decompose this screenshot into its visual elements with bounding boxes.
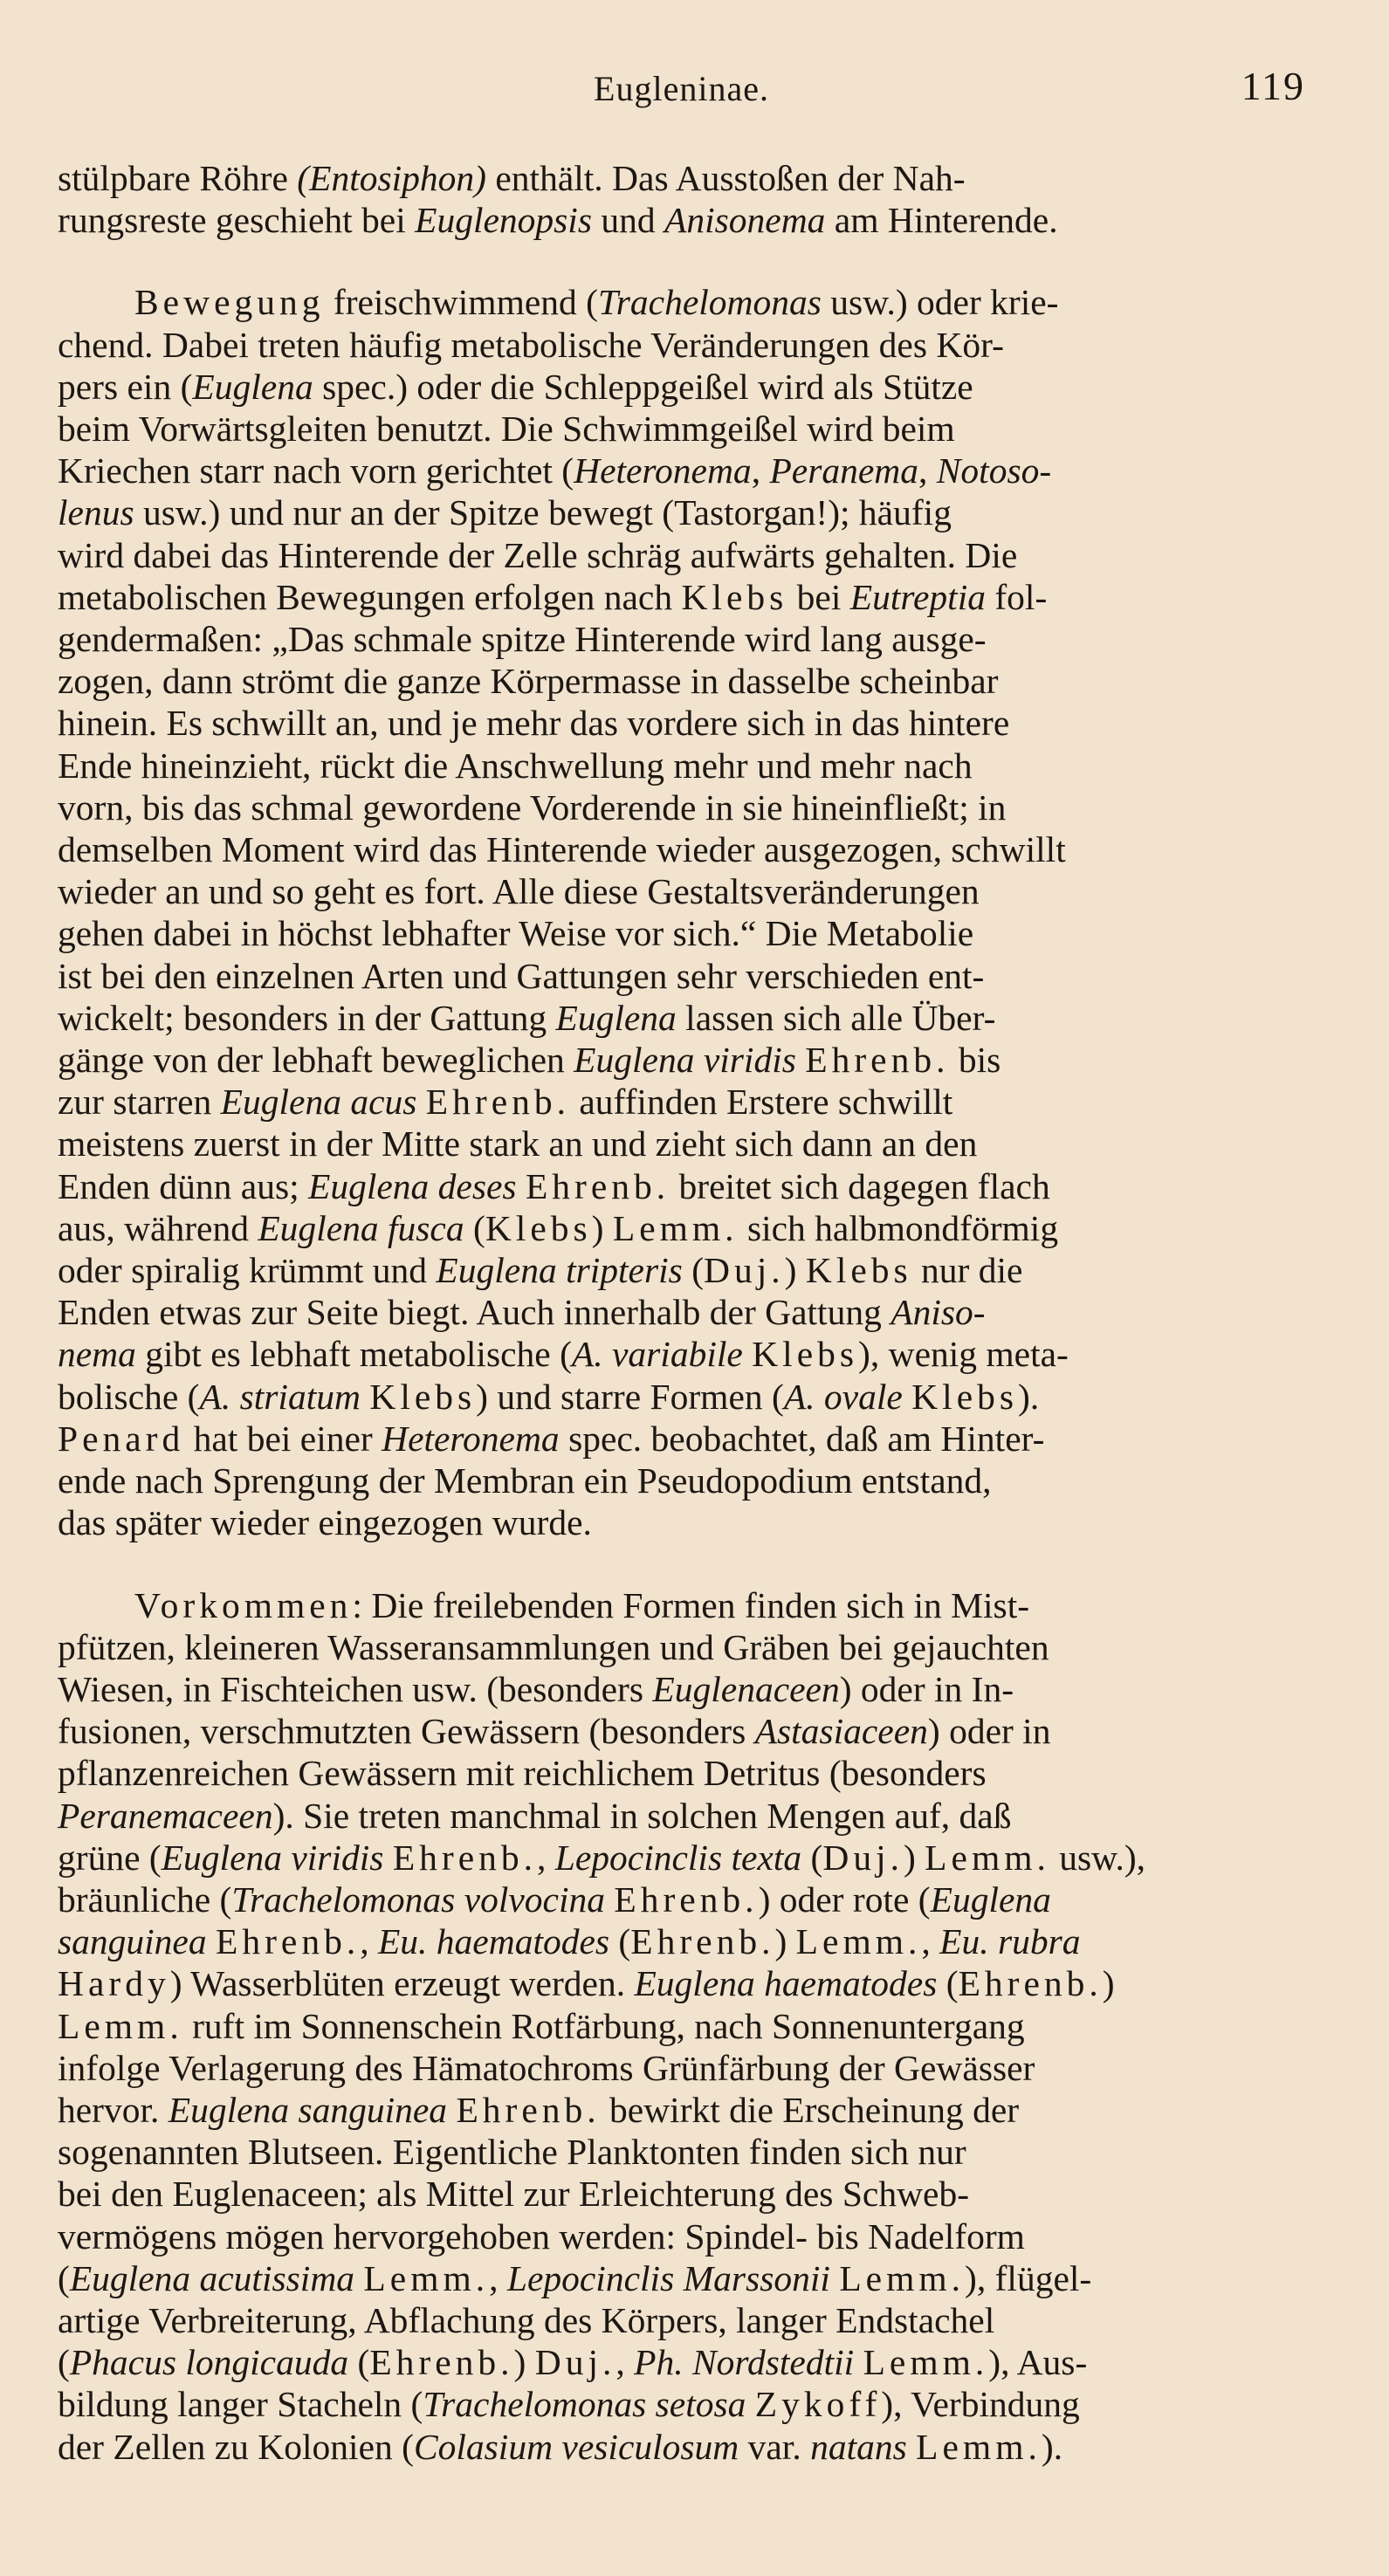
italic-term: Euglena [192, 366, 313, 407]
spaced-name: Klebs [369, 1376, 477, 1417]
spaced-name: Hardy [58, 1963, 170, 2004]
italic-term: Euglena haematodes [634, 1963, 938, 2004]
text-segment: : Die freilebenden Formen finden sich in Mist- [352, 1584, 1030, 1625]
text-line [58, 913, 973, 953]
text-segment: breitet sich dagegen flach [670, 1165, 1050, 1206]
text-line [58, 200, 1058, 240]
text-line [58, 1082, 952, 1122]
text-segment: ) [774, 1921, 796, 1962]
text-line [58, 1921, 1081, 1961]
text-segment: gibt es lebhaft metabolische ( [135, 1334, 572, 1375]
italic-term: Anisonema [664, 200, 826, 241]
text-segment: lassen sich alle Über- [676, 997, 996, 1038]
spaced-name: Klebs [752, 1334, 859, 1375]
text-segment: ende nach Sprengung der Membran ein Pseudopodium entstand, [58, 1460, 992, 1501]
italic-term: Euglena viridis [574, 1040, 796, 1081]
italic-term: Euglena [555, 997, 677, 1038]
text-segment: ( [348, 2342, 370, 2383]
text-segment [517, 1166, 526, 1206]
text-line [58, 1419, 1044, 1459]
text-segment: , [360, 1921, 378, 1962]
text-segment: hervor. [58, 2089, 168, 2130]
text-segment: ) [784, 1250, 806, 1291]
text-line [134, 1585, 1029, 1625]
italic-term: Trachelomonas [597, 282, 822, 323]
text-segment: gänge von der lebhaft beweglichen [58, 1040, 574, 1081]
text-segment: zur starren [58, 1082, 221, 1123]
spaced-name: Klebs [485, 1207, 592, 1248]
text-line [58, 2384, 1080, 2424]
text-segment: ) oder rote ( [758, 1879, 931, 1920]
spaced-name: Lemm. [839, 2257, 966, 2298]
text-segment: chend. Dabei treten häufig metabolische Veränderungen des Kör- [58, 324, 1004, 365]
text-segment: bolische ( [58, 1376, 200, 1417]
text-line [58, 1250, 1022, 1290]
text-segment: bräunliche ( [58, 1879, 232, 1920]
text-line [58, 1502, 592, 1542]
text-segment: Enden dünn aus; [58, 1165, 308, 1206]
italic-term: nema [58, 1334, 136, 1375]
italic-term: Euglena acutissima [69, 2257, 355, 2298]
text-segment: wieder an und so geht es fort. Alle diese Gestaltsveränderungen [58, 871, 980, 912]
text-segment: zogen, dann strömt die ganze Körpermasse in dasselbe scheinbar [58, 661, 999, 702]
italic-term: A. ovale [783, 1376, 903, 1417]
italic-term: Euglena viridis [161, 1837, 384, 1878]
text-segment: rungsreste geschieht bei [58, 200, 416, 241]
text-segment: ( [609, 1921, 631, 1962]
italic-term: Euglenopsis [415, 200, 592, 241]
spaced-name: Lemm. [58, 2005, 183, 2046]
text-segment: demselben Moment wird das Hinterende wieder ausgezogen, schwillt [58, 829, 1066, 870]
text-segment: auffinden Erstere schwillt [570, 1082, 953, 1123]
text-line [58, 1040, 1000, 1080]
italic-term: Ph. Nordstedtii [634, 2342, 855, 2383]
text-segment: ( [937, 1963, 959, 2004]
text-line [58, 1753, 987, 1793]
text-segment: oder spiralig krümmt und [58, 1250, 437, 1291]
text-segment: wird dabei das Hinterende der Zelle schräg aufwärts gehalten. Die [58, 534, 1018, 575]
text-line [58, 703, 1009, 743]
text-segment: spec. beobachtet, daß am Hinter- [559, 1418, 1045, 1459]
text-line [58, 2174, 969, 2214]
text-line [58, 1208, 1058, 1248]
paragraph [58, 157, 1306, 241]
text-line [58, 1669, 1014, 1709]
text-segment: aus, während [58, 1207, 258, 1248]
italic-term: Euglena sanguinea [168, 2089, 448, 2130]
italic-term: Eu. haematodes [377, 1921, 610, 1962]
text-segment: sogenannten Blutseen. Eigentliche Planktonten finden sich nur [58, 2132, 966, 2173]
text-line [58, 998, 995, 1038]
italic-term: lenus [58, 492, 134, 533]
italic-term: Heteronema [382, 1418, 560, 1459]
text-line [58, 1879, 1051, 1920]
text-segment: hinein. Es schwillt an, und je mehr das vordere sich in das hintere [58, 703, 1010, 744]
text-segment: ( [682, 1250, 705, 1291]
text-segment: artige Verbreiterung, Abflachung des Körpers, langer Endstachel [58, 2299, 995, 2340]
text-segment: usw.) und nur an der Spitze bewegt (Tastorgan!); häufig [134, 492, 952, 533]
text-segment: vermögens mögen hervorgehoben werden: Spindel- bis Nadelform [58, 2215, 1025, 2257]
italic-term: Trachelomonas setosa [423, 2384, 746, 2425]
text-segment: grüne ( [58, 1837, 162, 1878]
text-segment [416, 1082, 425, 1122]
text-segment: fusionen, verschmutzten Gewässern (besonders [58, 1711, 755, 1752]
text-segment: , [615, 2342, 635, 2383]
italic-term: Euglena deses [308, 1165, 517, 1206]
text-segment: Wiesen, in Fischteichen usw. (besonders [58, 1668, 653, 1709]
text-segment [354, 2258, 363, 2298]
text-line [58, 1292, 986, 1332]
text-segment: ) [591, 1207, 613, 1248]
text-line [58, 829, 1066, 869]
text-segment: ist bei den einzelnen Arten und Gattungen sehr verschieden ent- [58, 955, 985, 996]
text-segment: der Zellen zu Kolonien ( [58, 2426, 414, 2467]
text-segment [746, 2384, 754, 2424]
spaced-name: Lemm. [612, 1207, 739, 1248]
paragraph [58, 1584, 1306, 2468]
spaced-name: Lemm. [863, 2342, 989, 2383]
text-line [58, 2427, 1062, 2467]
italic-term: Notoso- [936, 450, 1052, 491]
italic-term: Lepocinclis Marssonii [506, 2257, 830, 2298]
spaced-name: Ehrenb. [215, 1921, 361, 1962]
text-line [58, 745, 973, 786]
text-line [58, 577, 1047, 617]
text-segment: ), Verbindung [881, 2384, 1080, 2425]
text-segment [605, 1879, 614, 1920]
text-segment: , [537, 1837, 555, 1878]
text-line [58, 787, 1006, 828]
italic-term: Euglena fusca [258, 1207, 464, 1248]
text-segment: meistens zuerst in der Mitte stark an und zieht sich dann an den [58, 1123, 978, 1164]
text-line [58, 1166, 1050, 1206]
italic-term: Heteronema [574, 450, 752, 491]
italic-term: Phacus longicauda [69, 2342, 349, 2383]
text-segment: ) [1102, 1963, 1115, 2004]
text-line [58, 2090, 1019, 2130]
text-line [58, 619, 987, 659]
text-segment: ( [801, 1837, 823, 1878]
italic-term: Euglena tripteris [436, 1250, 683, 1291]
italic-term: Euglena [930, 1879, 1051, 1920]
text-segment: ) oder in [927, 1711, 1051, 1752]
text-segment: ruft im Sonnenschein Rotfärbung, nach Sonnenuntergang [182, 2005, 1025, 2046]
text-line [58, 409, 955, 449]
spaced-name: Ehrenb. [525, 1165, 670, 1206]
text-line [58, 367, 973, 407]
text-segment: freischwimmend ( [324, 282, 598, 323]
text-segment: ). [1041, 2426, 1063, 2467]
text-line [58, 2342, 1087, 2382]
text-segment: ). [1018, 1376, 1040, 1417]
spaced-name: Ehrenb. [805, 1040, 950, 1081]
text-segment: ) [903, 1837, 925, 1878]
text-segment: , [751, 450, 770, 491]
text-segment: usw.), [1049, 1837, 1146, 1878]
text-segment: vorn, bis das schmal gewordene Vorderende in sie hineinfließt; in [58, 787, 1007, 828]
spaced-name: Lemm. [795, 1921, 922, 1962]
text-segment: fol- [985, 576, 1048, 617]
text-line [58, 1963, 1115, 2003]
italic-term: (Entosiphon) [297, 158, 486, 198]
spaced-name: Ehrenb. [456, 2089, 601, 2130]
text-line [58, 1123, 977, 1164]
spaced-name: Lemm. [925, 1837, 1050, 1878]
text-segment [447, 2090, 456, 2130]
text-line [58, 2300, 994, 2340]
spaced-name: Duj. [704, 1250, 785, 1291]
text-segment: ), flügel- [965, 2257, 1092, 2298]
text-segment: , [918, 450, 937, 491]
text-line [58, 2258, 1091, 2298]
text-segment: ) oder in In- [839, 1668, 1014, 1709]
text-line [58, 535, 1017, 575]
text-segment: ( [464, 1207, 485, 1248]
text-line [58, 158, 966, 198]
text-segment: beim Vorwärtsgleiten benutzt. Die Schwimmgeißel wird beim [58, 409, 955, 450]
text-segment: das später wieder eingezogen wurde. [58, 1502, 592, 1543]
spaced-name: Ehrenb. [392, 1837, 538, 1878]
paragraph [58, 281, 1306, 1543]
spaced-name: Penard [58, 1418, 185, 1459]
text-line [58, 1711, 1050, 1751]
text-segment: hat bei einer [184, 1418, 382, 1459]
text-line [58, 2006, 1025, 2046]
text-segment: Kriechen starr nach vorn gerichtet ( [58, 450, 574, 491]
body-text [58, 157, 1306, 2468]
text-segment: wickelt; besonders in der Gattung [58, 997, 556, 1038]
text-segment: usw.) oder krie- [821, 282, 1059, 323]
text-segment [361, 1377, 369, 1417]
text-line [58, 661, 998, 701]
text-segment: Ende hineinzieht, rückt die Anschwellung mehr und mehr nach [58, 745, 973, 786]
text-line [58, 325, 1004, 365]
text-segment: enthält. Das Ausstoßen der Nah- [486, 158, 966, 198]
text-segment: pers ein ( [58, 366, 193, 407]
text-segment: ) Wasserblüten erzeugt werden. [169, 1963, 635, 2004]
text-segment [903, 1377, 911, 1417]
spaced-name: Ehrenb. [958, 1963, 1103, 2004]
text-segment: nur die [911, 1250, 1023, 1291]
spaced-name: Duj. [822, 1837, 904, 1878]
text-segment: , [489, 2257, 507, 2298]
spaced-name: Duj. [534, 2342, 616, 2383]
text-line [58, 2132, 966, 2172]
spaced-name: Ehrenb. [425, 1082, 570, 1123]
italic-term: Euglena acus [220, 1082, 417, 1123]
text-line [58, 492, 952, 532]
page-number: 119 [1241, 64, 1305, 108]
italic-term: Euglenaceen [652, 1668, 840, 1709]
italic-term: A. striatum [199, 1376, 361, 1417]
text-segment: ), wenig meta- [858, 1334, 1069, 1375]
text-line [58, 956, 984, 996]
page-header [58, 63, 1305, 115]
text-segment: gendermaßen: „Das schmale spitze Hinterende wird lang ausge- [58, 619, 987, 660]
text-segment [743, 1334, 752, 1374]
text-segment: bewirkt die Erscheinung der [600, 2089, 1020, 2130]
running-head: Eugleninae. [594, 69, 769, 108]
text-segment: var. [739, 2426, 811, 2467]
text-segment [854, 2342, 863, 2382]
text-line [58, 871, 980, 911]
text-segment: spec.) oder die Schleppgeißel wird als Stütze [313, 366, 973, 407]
text-segment: gehen dabei in höchst lebhafter Weise vor sich.“ Die Metabolie [58, 913, 974, 954]
italic-term: Astasiaceen [754, 1711, 928, 1752]
italic-term: Trachelomonas volvocina [231, 1879, 605, 1920]
text-segment: Enden etwas zur Seite biegt. Auch innerhalb der Gattung [58, 1292, 891, 1333]
text-segment: ). Sie treten manchmal in solchen Mengen auf, daß [272, 1795, 1012, 1836]
text-segment: ( [58, 2257, 70, 2298]
italic-term: natans [810, 2426, 907, 2467]
spaced-name: Ehrenb. [630, 1921, 775, 1962]
text-segment: ) und starre Formen ( [476, 1376, 784, 1417]
text-segment: infolge Verlagerung des Hämatochroms Grünfärbung der Gewässer [58, 2047, 1035, 2088]
text-segment: stülpbare Röhre [58, 158, 298, 198]
text-segment [796, 1040, 805, 1080]
text-segment [383, 1838, 392, 1878]
italic-term: Aniso- [890, 1292, 986, 1333]
text-segment: am Hinterende. [825, 200, 1058, 241]
text-line [58, 1796, 1011, 1836]
spaced-name: Ehrenb. [614, 1879, 759, 1920]
text-segment [207, 1921, 216, 1961]
text-segment [907, 2427, 916, 2467]
text-segment: bildung langer Stacheln ( [58, 2384, 423, 2425]
text-segment: und [592, 200, 664, 241]
text-line [134, 282, 1058, 322]
italic-term: Lepocinclis texta [554, 1837, 802, 1878]
text-line [58, 2216, 1025, 2257]
spaced-name: Bewegung [134, 282, 325, 323]
text-segment: bei [787, 576, 850, 617]
text-line [58, 1838, 1145, 1878]
text-segment: , [921, 1921, 940, 1962]
text-segment: bei den Euglenaceen; als Mittel zur Erleichterung des Schweb- [58, 2174, 970, 2215]
text-segment: ( [58, 2342, 70, 2383]
text-line [58, 1377, 1039, 1417]
italic-term: Eutreptia [849, 576, 986, 617]
italic-term: Eu. rubra [939, 1921, 1081, 1962]
spaced-name: Lemm. [363, 2257, 490, 2298]
spaced-name: Klebs [805, 1250, 912, 1291]
text-segment: ), Aus- [988, 2342, 1088, 2383]
text-line [58, 2048, 1035, 2088]
text-segment: sich halbmondförmig [738, 1207, 1059, 1248]
text-line [58, 450, 1051, 491]
italic-term: sanguinea [58, 1921, 207, 1962]
text-line [58, 1334, 1069, 1374]
text-line [58, 1460, 992, 1501]
text-line [58, 1627, 1049, 1667]
italic-term: A. variabile [571, 1334, 743, 1375]
text-segment: pflanzenreichen Gewässern mit reichlichem Detritus (besonders [58, 1753, 987, 1794]
italic-term: Colasium vesiculosum [413, 2426, 739, 2467]
text-segment: pfützen, kleineren Wasseransammlungen und Gräben bei gejauchten [58, 1626, 1049, 1667]
spaced-name: Klebs [681, 576, 788, 617]
text-segment: ) [513, 2342, 535, 2383]
spaced-name: Klebs [911, 1376, 1019, 1417]
spaced-name: Vorkommen [134, 1584, 353, 1625]
spaced-name: Zykoff [754, 2384, 882, 2425]
text-segment: metabolischen Bewegungen erfolgen nach [58, 576, 682, 617]
spaced-name: Lemm. [916, 2426, 1042, 2467]
text-segment [830, 2258, 839, 2298]
italic-term: Peranemaceen [58, 1795, 273, 1836]
italic-term: Peranema [769, 450, 918, 491]
spaced-name: Ehrenb. [369, 2342, 514, 2383]
text-segment: bis [949, 1040, 1001, 1081]
